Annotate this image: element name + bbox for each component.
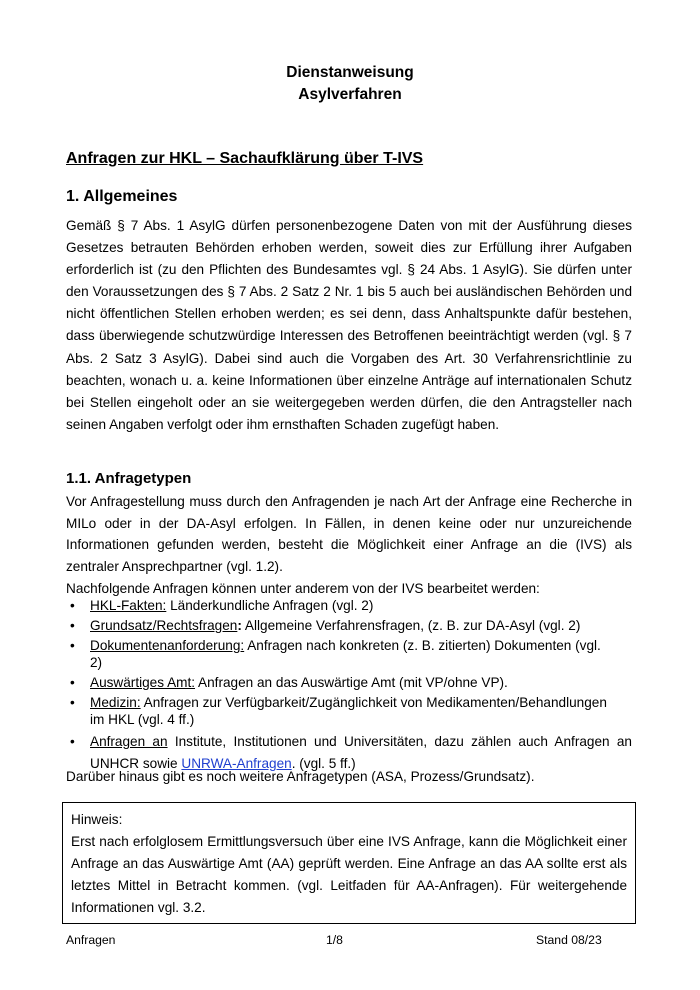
anfragetypen-list [66,597,632,778]
closing-text: Darüber hinaus gibt es noch weitere Anfragetypen (ASA, Prozess/Grundsatz). [66,769,535,784]
hint-box [62,802,636,924]
hint-text: Erst nach erfolglosem Ermittlungsversuch über eine IVS Anfrage, kann die Möglichkeit einer Anfrage an das Auswärtige Amt (AA) geprüft werden. Eine Anfrage an das AA sollte erst als letztes Mittel in Betracht kommen. (vgl. Leitfaden für AA-Anfragen). Für weitergehende Informationen vgl. 3.2. [71,834,627,916]
list-item: • Auswärtiges Amt: Anfragen an das Auswärtige Amt (mit VP/ohne VP). [70,675,508,690]
footer-left: Anfragen [66,933,116,947]
list-item: • Medizin: Anfragen zur Verfügbarkeit/Zugänglichkeit von Medikamenten/Behandlungen im HKL (vgl. 4 ff.) [70,695,607,727]
list-item: • Anfragen an Institute, Institutionen und Universitäten, dazu zählen auch Anfragen an UNHCR sowie UNRWA-Anfragen. (vgl. 5 ff.) [66,731,632,775]
hint-title: Hinweis: [71,812,123,827]
bullet-icon: • [70,638,75,653]
page-number: 1/8 [326,933,343,947]
paragraph-anfragetypen: Vor Anfragestellung muss durch den Anfragenden je nach Art der Anfrage eine Recherche in MILo oder in der DA-Asyl erfolgen. In Fällen, in denen keine oder nur unzureichende Informationen gefunden werden, besteht die Möglichkeit einer Anfrage an die (IVS) als zentraler Ansprechpartner (vgl. 1.2). [66,494,632,574]
unrwa-anfragen-link[interactable]: UNRWA-Anfragen [181,756,292,771]
document-title: Dienstanweisung [286,64,414,81]
bullet-icon: • [70,675,75,690]
bullet-icon: • [70,695,75,710]
heading-anfragetypen: 1.1. Anfragetypen [66,470,192,487]
bullet-icon: • [70,734,75,749]
paragraph-allgemeines: Gemäß § 7 Abs. 1 AsylG dürfen personenbezogene Daten von mit der Ausführung dieses Gesetzes betrauten Behörden erhoben werden, soweit dies zur Erfüllung ihrer Aufgaben erforderlich ist (zu den Pflichten des Bundesamtes vgl. § 24 Abs. 1 AsylG). Sie dürfen unter den Voraussetzungen des § 7 Abs. 2 Satz 2 Nr. 1 bis 5 auch bei ausländischen Behörden und nicht öffentlichen Stellen erhoben werden; es sei denn, dass Anhaltspunkte dafür bestehen, dass überwiegende schutzwürdige Interessen des Betroffenen beeinträchtigt werden (vgl. § 7 Abs. 2 Satz 3 AsylG). Dabei sind auch die Vorgaben des Art. 30 Verfahrensrichtlinie zu beachten, wonach u. a. keine Informationen über einzelne Anträge auf internationalen Schutz bei Stellen eingeholt oder an sie weitergegeben werden dürfen, die den Antragsteller nach seinen Angaben verfolgt oder ihm ernsthaften Schaden zugefügt haben. [66,218,632,432]
list-item: • Grundsatz/Rechtsfragen: Allgemeine Verfahrensfragen, (z. B. zur DA-Asyl (vgl. 2) [70,618,581,633]
list-item: • HKL-Fakten: Länderkundliche Anfragen (vgl. 2) [70,598,374,613]
bullet-icon: • [70,618,75,633]
list-item: • Dokumentenanforderung: Anfragen nach konkreten (z. B. zitierten) Dokumenten (vgl. 2) [70,638,601,670]
list-intro: Nachfolgende Anfragen können unter anderem von der IVS bearbeitet werden: [66,581,540,596]
section-title: Anfragen zur HKL – Sachaufklärung über T-IVS [66,150,424,167]
document-subtitle: Asylverfahren [298,86,402,103]
footer-date: Stand 08/23 [536,933,602,947]
heading-allgemeines: 1. Allgemeines [66,188,178,205]
bullet-icon: • [70,598,75,613]
